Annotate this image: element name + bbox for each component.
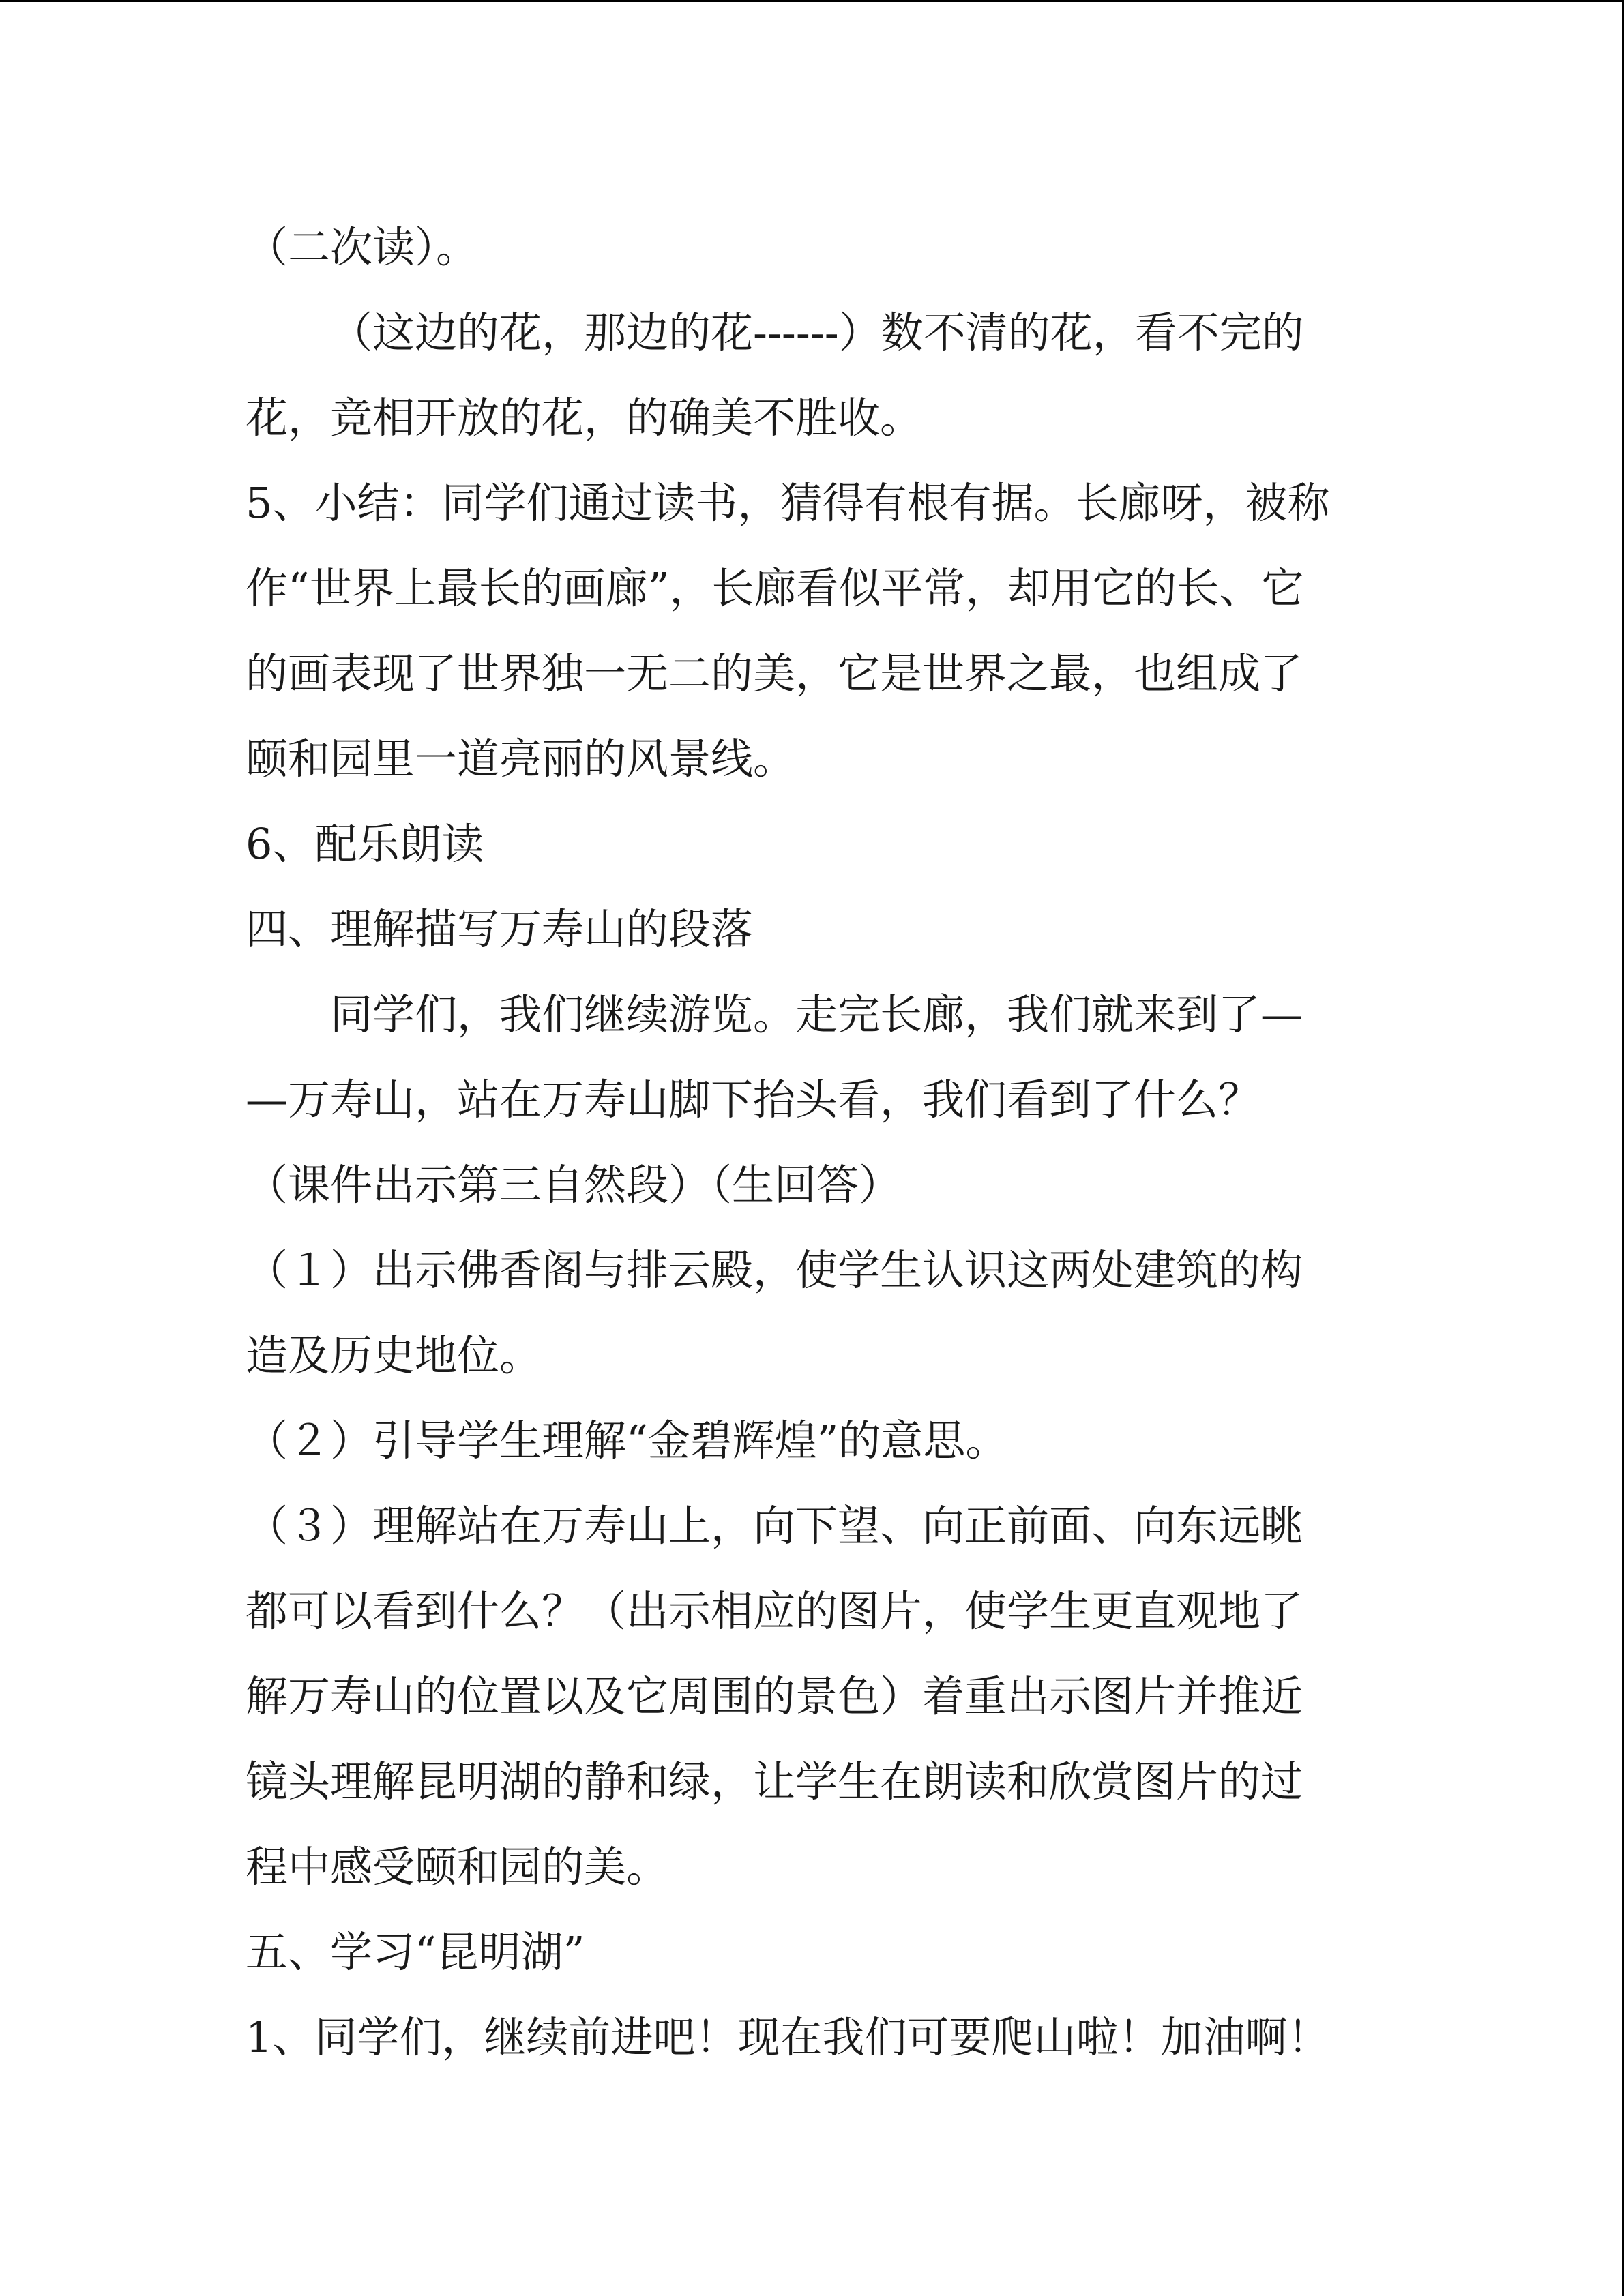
page-top-border: [0, 0, 1624, 2]
text-line: 1、同学们，继续前进吧！现在我们可要爬山啦！加油啊！: [246, 2012, 1330, 2062]
text-line: 造及历史地位。: [246, 1330, 542, 1380]
text-line: 都可以看到什么？（出示相应的图片，使学生更直观地了: [246, 1586, 1303, 1636]
text-line: （课件出示第三自然段）（生回答）: [246, 1160, 902, 1210]
section-heading: 四、理解描写万寿山的段落: [246, 904, 754, 954]
section-heading: 6、配乐朗读: [246, 819, 484, 869]
document-body: [246, 205, 1364, 2080]
text-line: （３）理解站在万寿山上，向下望、向正前面、向东远眺: [246, 1501, 1303, 1551]
text-line: 5、小结：同学们通过读书，猜得有根有据。长廊呀，被称: [246, 478, 1330, 528]
text-line: 颐和园里一道亮丽的风景线。: [246, 734, 796, 784]
text-line: （１）出示佛香阁与排云殿，使学生认识这两处建筑的构: [246, 1245, 1303, 1295]
text-line: 解万寿山的位置以及它周围的景色）着重出示图片并推近: [246, 1671, 1303, 1721]
text-line: （二次读）。: [246, 222, 479, 272]
text-line: 镜头理解昆明湖的静和绿，让学生在朗读和欣赏图片的过: [246, 1757, 1303, 1806]
section-heading: 五、学习“昆明湖”: [246, 1927, 585, 1977]
text-line: 的画表现了世界独一无二的美，它是世界之最，也组成了: [246, 648, 1303, 698]
text-line: （这边的花，那边的花------）数不清的花，看不完的: [330, 308, 1304, 357]
text-line: （２）引导学生理解“金碧辉煌”的意思。: [246, 1416, 1008, 1465]
text-line: 花，竞相开放的花，的确美不胜收。: [246, 393, 923, 443]
text-line: 同学们，我们继续游览。走完长廊，我们就来到了—: [330, 989, 1303, 1039]
text-line: 作“世界上最长的画廊”，长廊看似平常，却用它的长、它: [246, 563, 1304, 613]
text-line: 程中感受颐和园的美。: [246, 1842, 669, 1892]
text-line: —万寿山，站在万寿山脚下抬头看，我们看到了什么？: [246, 1075, 1261, 1124]
